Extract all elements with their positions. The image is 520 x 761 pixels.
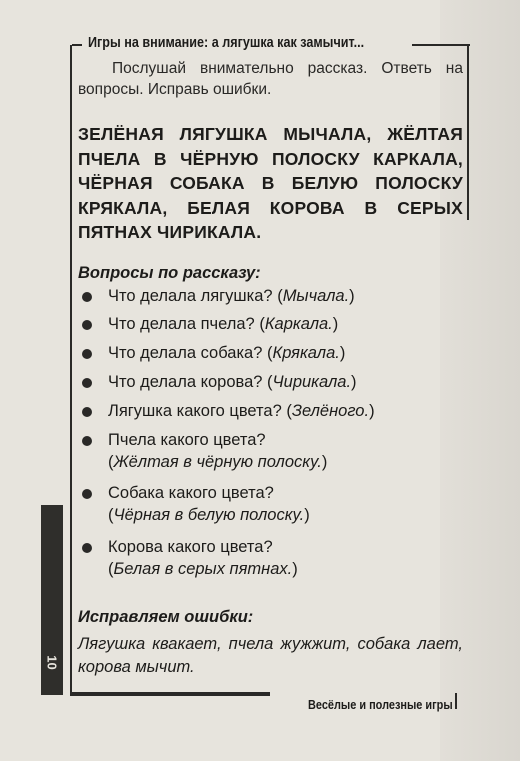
- header-rule: [412, 44, 470, 46]
- bullet-icon: [82, 292, 92, 302]
- intro-text: Послушай внимательно рассказ. Ответь на вопросы. Исправь ошибки.: [78, 60, 463, 98]
- footer-rule: [455, 693, 457, 709]
- frame-bottom-rule: [70, 692, 270, 696]
- bullet-icon: [82, 543, 92, 553]
- question-text: Корова какого цвета?: [108, 538, 273, 556]
- answer-text: Чирикала.: [272, 373, 352, 391]
- question-text: Пчела какого цвета?: [108, 431, 266, 449]
- frame-right-rule: [467, 45, 469, 220]
- answer-text: Зелёного.: [291, 402, 370, 420]
- question-text: Лягушка какого цвета?: [108, 402, 282, 420]
- bullet-icon: [82, 320, 92, 330]
- question-text: Что делала лягушка?: [108, 287, 273, 305]
- answer-text: Белая в серых пятнах.: [113, 560, 293, 578]
- story-text: ЗЕЛЁНАЯ ЛЯГУШКА МЫЧАЛА, ЖЁЛТАЯ ПЧЕЛА В ЧЁРНУЮ ПОЛОСКУ КАРКАЛА, ЧЁРНАЯ СОБАКА В БЕЛУЮ ПОЛОСКУ КРЯКАЛА, БЕЛАЯ КОРОВА В СЕРЫХ ПЯТНАХ ЧИРИКАЛА.: [78, 124, 463, 242]
- bullet-icon: [82, 407, 92, 417]
- page-header: [60, 32, 470, 56]
- header-rule: [72, 44, 82, 46]
- bullet-icon: [82, 489, 92, 499]
- fix-heading: Исправляем ошибки:: [78, 608, 254, 626]
- header-title: Игры на внимание: а лягушка как замычит...: [88, 34, 365, 51]
- question-text: Что делала собака?: [108, 344, 263, 362]
- answer-text: Крякала.: [272, 344, 340, 362]
- frame-left-rule: [70, 45, 72, 695]
- page-number: 10: [44, 655, 60, 670]
- question-text: Что делала пчела?: [108, 315, 255, 333]
- answer-text: Мычала.: [282, 287, 350, 305]
- answer-text: Чёрная в белую полоску.: [113, 506, 305, 524]
- answer-text: Жёлтая в чёрную полоску.: [113, 453, 322, 471]
- question-text: Что делала корова?: [108, 373, 263, 391]
- bullet-icon: [82, 436, 92, 446]
- footer-title: Весёлые и полезные игры: [308, 697, 453, 712]
- bullet-icon: [82, 349, 92, 359]
- answer-text: Каркала.: [264, 315, 333, 333]
- bullet-icon: [82, 378, 92, 388]
- question-text: Собака какого цвета?: [108, 484, 274, 502]
- fix-text: Лягушка квакает, пчела жужжит, собака лает, корова мычит.: [78, 635, 463, 676]
- questions-heading: Вопросы по рассказу:: [78, 264, 261, 282]
- page-footer: [300, 697, 465, 717]
